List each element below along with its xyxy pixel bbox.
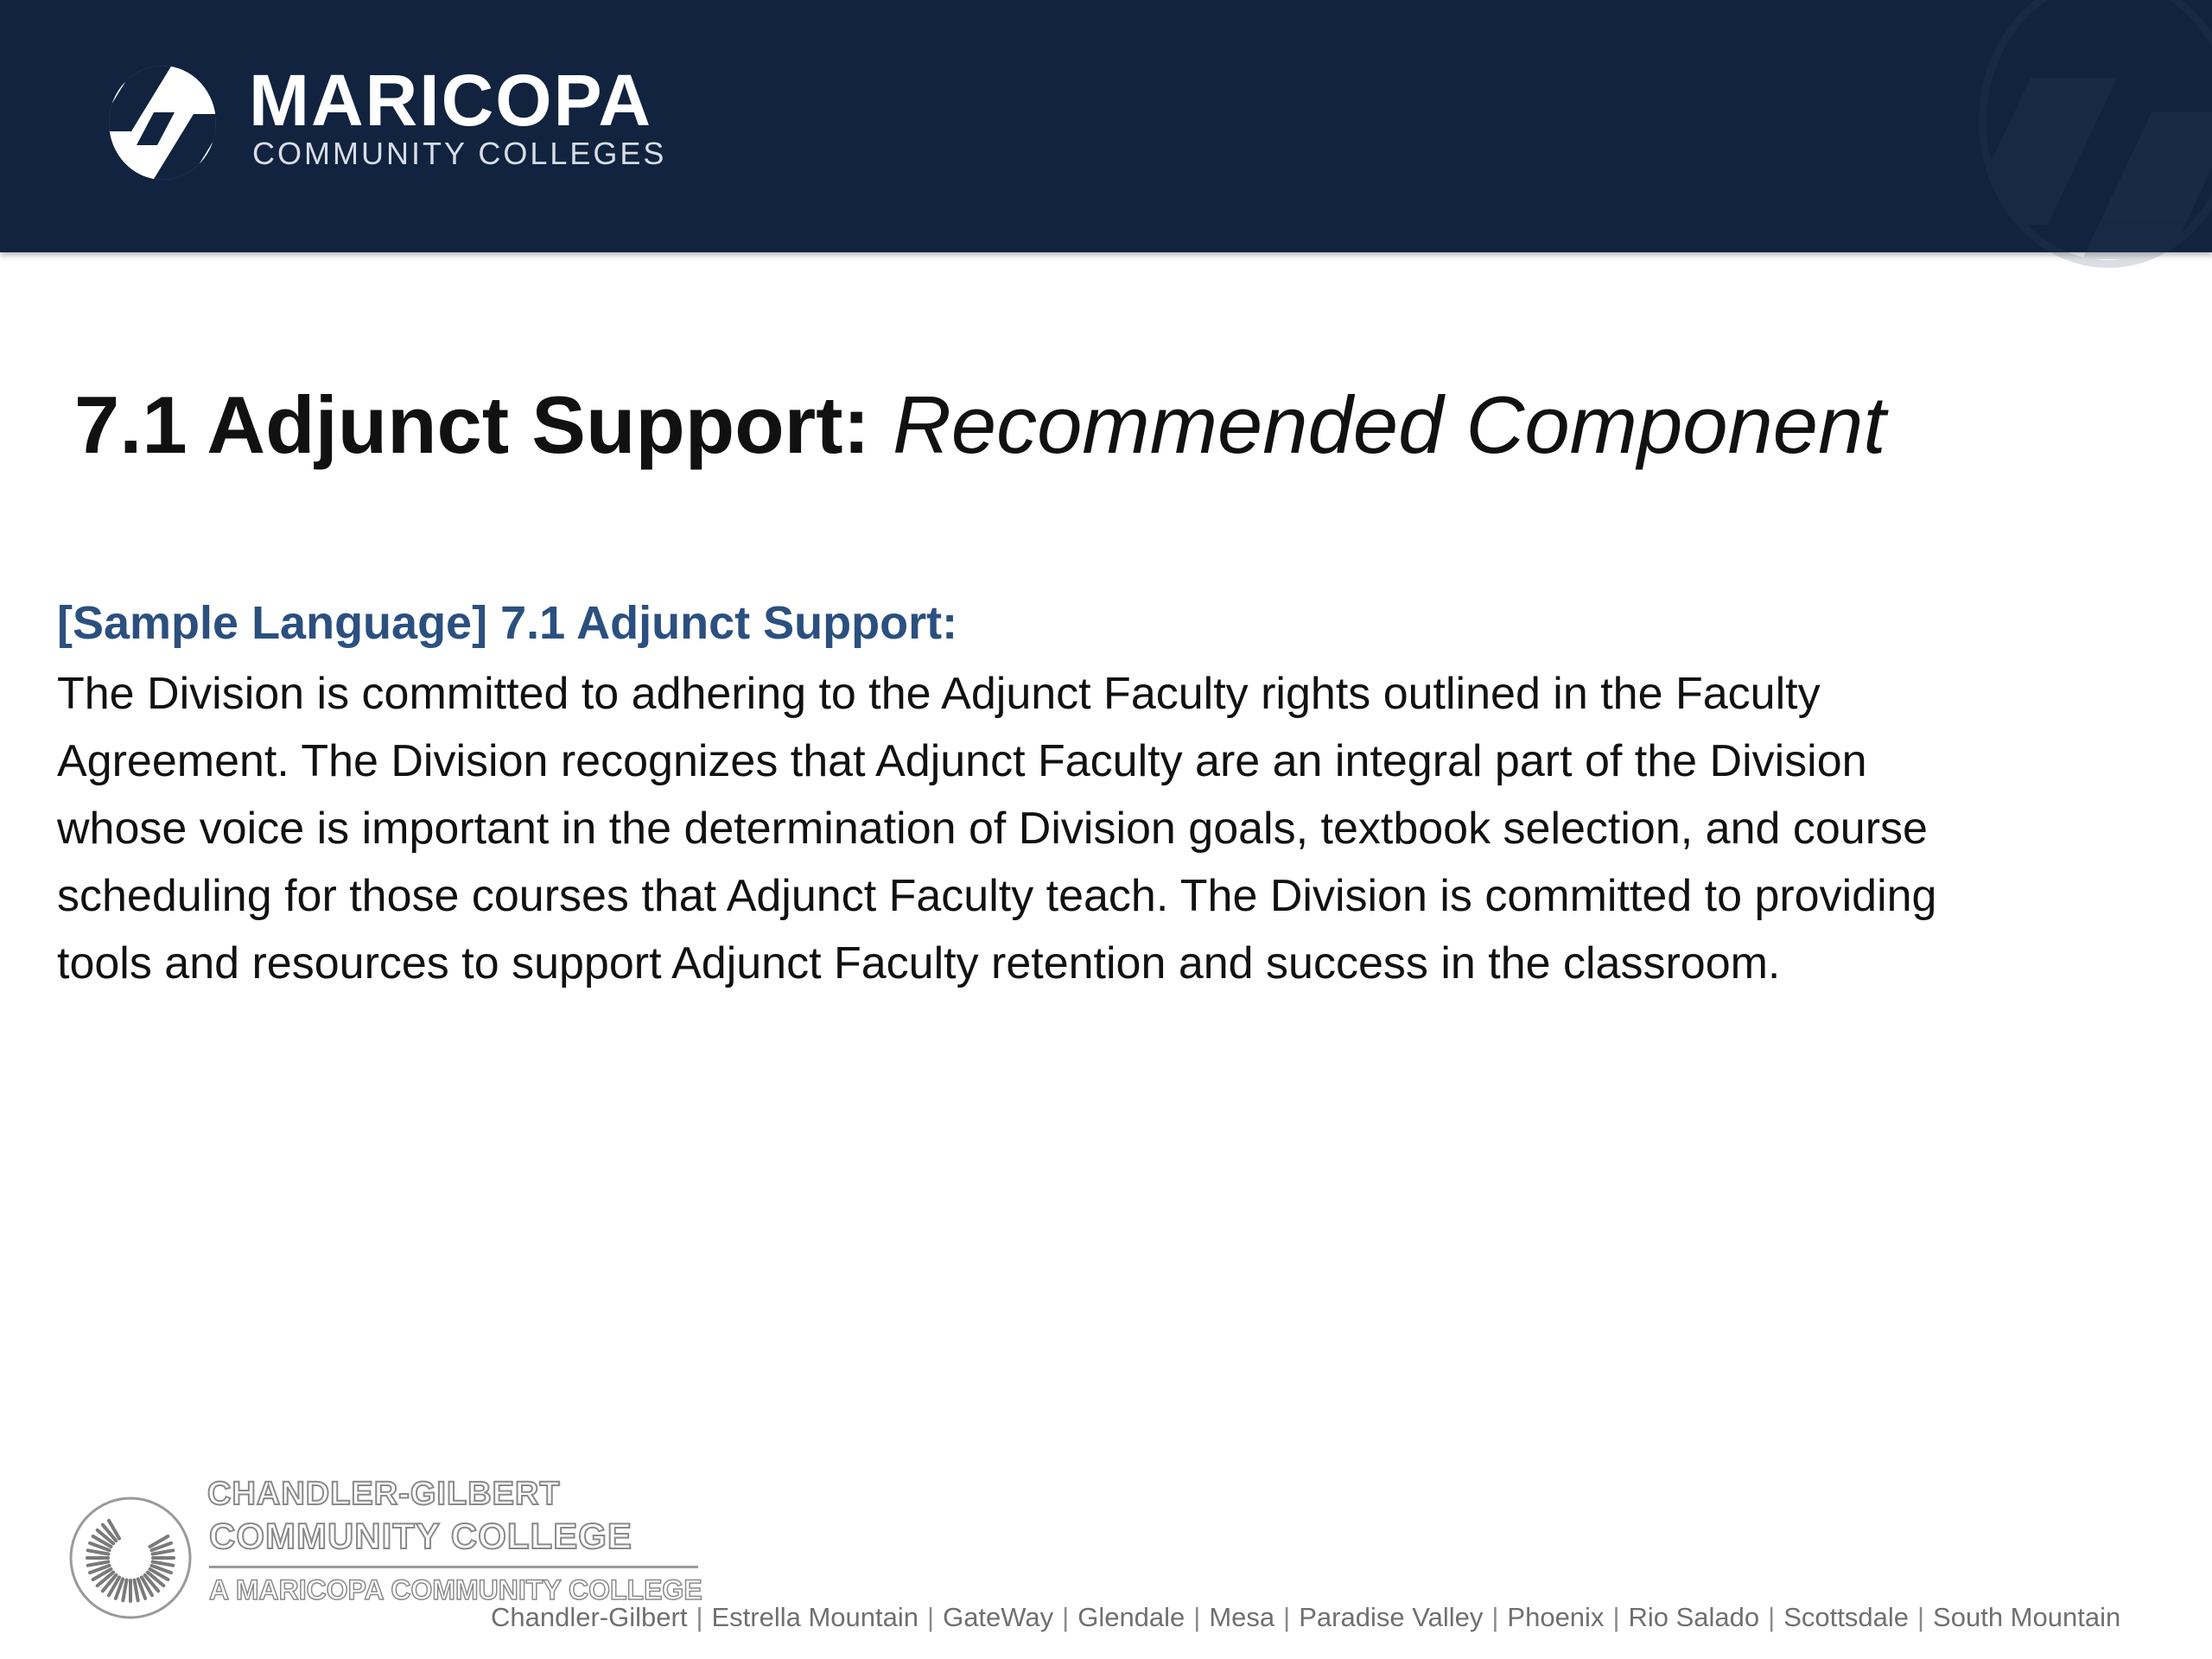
title-separator: : bbox=[842, 379, 870, 470]
campus-name: South Mountain bbox=[1933, 1602, 2121, 1632]
title-subtitle: Recommended Component bbox=[892, 379, 1886, 470]
body-line: tools and resources to support Adjunct Faculty retention and success in the classroom. bbox=[57, 938, 1781, 988]
slide-title bbox=[74, 380, 1885, 469]
campus-separator: | bbox=[1283, 1602, 1291, 1632]
body-line: The Division is committed to adhering to the Adjunct Faculty rights outlined in the Faculty bbox=[57, 669, 1821, 719]
campus-separator: | bbox=[1491, 1602, 1499, 1632]
header-banner bbox=[0, 0, 2212, 252]
body-paragraph bbox=[57, 660, 2148, 997]
college-name-partial bbox=[207, 1476, 561, 1512]
college-name-partial-text: CHANDLER-GILBERT bbox=[207, 1476, 561, 1512]
campus-separator: | bbox=[696, 1602, 703, 1632]
title-main: 7.1 Adjunct Support bbox=[74, 379, 843, 470]
campus-separator: | bbox=[1768, 1602, 1776, 1632]
sample-language-heading: [Sample Language] 7.1 Adjunct Support: bbox=[57, 597, 958, 649]
college-affiliation: A MARICOPA COMMUNITY COLLEGE bbox=[209, 1574, 702, 1605]
college-name: COMMUNITY COLLEGE bbox=[209, 1516, 632, 1556]
body-line: whose voice is important in the determination of Division goals, textbook selection, and course bbox=[57, 804, 1928, 854]
brand-name: MARICOPA bbox=[249, 60, 653, 141]
campus-separator: | bbox=[1916, 1602, 1925, 1632]
campus-separator: | bbox=[1612, 1602, 1620, 1632]
campus-name: Estrella Mountain bbox=[711, 1602, 919, 1632]
campus-name: Rio Salado bbox=[1628, 1602, 1760, 1632]
footer-divider bbox=[209, 1566, 698, 1568]
chandler-gilbert-logo-icon bbox=[67, 1495, 194, 1621]
campus-name: Paradise Valley bbox=[1299, 1602, 1484, 1632]
campus-name: Mesa bbox=[1209, 1602, 1275, 1632]
campus-list bbox=[491, 1601, 2133, 1633]
campus-name: Scottsdale bbox=[1783, 1602, 1909, 1632]
body-line: Agreement. The Division recognizes that Adjunct Faculty are an integral part of the Division bbox=[57, 736, 1867, 786]
campus-separator: | bbox=[1193, 1602, 1201, 1632]
campus-name: Glendale bbox=[1077, 1602, 1185, 1632]
brand-subtitle: COMMUNITY COLLEGES bbox=[252, 136, 667, 171]
campus-name: GateWay bbox=[943, 1602, 1054, 1632]
campus-separator: | bbox=[927, 1602, 935, 1632]
campus-name: Chandler-Gilbert bbox=[491, 1602, 688, 1632]
campus-separator: | bbox=[1062, 1602, 1070, 1632]
campus-name: Phoenix bbox=[1507, 1602, 1605, 1632]
body-line: scheduling for those courses that Adjunct Faculty teach. The Division is committed to providing bbox=[57, 871, 1937, 921]
watermark-logo-icon bbox=[1901, 0, 2212, 268]
maricopa-logo-icon bbox=[105, 62, 219, 183]
